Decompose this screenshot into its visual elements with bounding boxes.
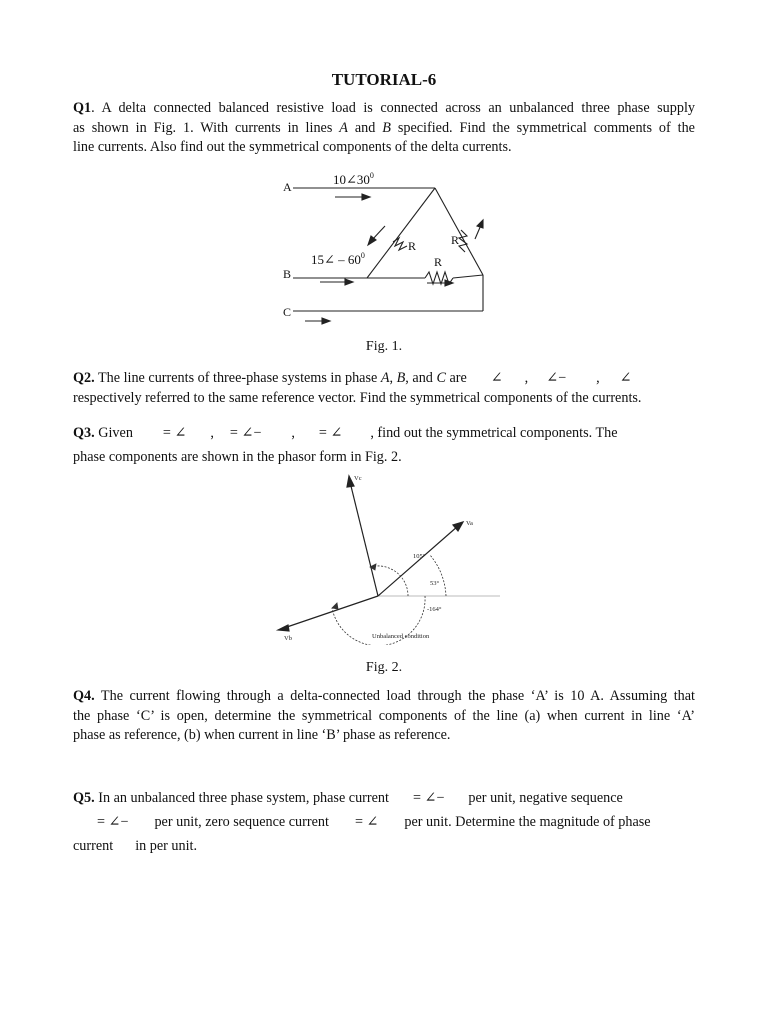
page-title: TUTORIAL-6 <box>331 70 437 89</box>
label-a: A <box>283 180 292 194</box>
q2-line-1: Q2. The line currents of three-phase systems in phase A, B, and C are ∠ , ∠− , ∠ <box>73 370 632 386</box>
q2-label: Q2. <box>73 370 95 386</box>
figure-2-phasor-diagram <box>270 470 510 645</box>
phasor-vc <box>350 482 378 596</box>
question-1 <box>73 99 695 158</box>
q4-line-2: the phase ‘C’ is open, determine the symmetrical components of the line (a) when current in line ‘A’ <box>73 707 695 724</box>
angle-53: 53° <box>430 580 440 587</box>
resistor-left-label: R <box>408 239 417 253</box>
phasor-vb <box>284 596 378 628</box>
angle-105: 105° <box>413 553 426 560</box>
question-4 <box>73 687 695 746</box>
figure-2-caption: Fig. 2. <box>365 660 403 675</box>
unbalanced-condition-label: Unbalanced condition <box>372 633 430 640</box>
figure-1-caption: Fig. 1. <box>365 339 403 354</box>
label-va: Va <box>466 520 473 527</box>
resistor-right-label: R <box>451 233 460 247</box>
q4-label: Q4. <box>73 688 95 704</box>
q1-line-1: Q1. A delta connected balanced resistive load is connected across an unbalanced three phase supply <box>73 100 695 116</box>
label-vc: Vc <box>354 475 362 482</box>
q5-label: Q5. <box>73 790 95 806</box>
resistor-bottom-label: R <box>434 255 443 269</box>
q5-line-1: Q5. In an unbalanced three phase system, phase current = ∠− per unit, negative sequence <box>73 790 623 806</box>
current-a-label: $10\angle 30^0$ <box>333 171 374 187</box>
q5-line-3: current in per unit. <box>73 838 198 854</box>
q3-label: Q3. <box>73 425 95 441</box>
label-vb: Vb <box>284 635 292 642</box>
label-c: C <box>283 305 292 319</box>
delta-left-side <box>367 188 435 278</box>
question-2 <box>73 369 695 408</box>
angle-164: -164° <box>427 606 442 613</box>
resistor-left <box>393 238 407 250</box>
question-5 <box>73 786 695 858</box>
delta-right-side <box>435 188 483 275</box>
current-b-label: 15∠ – $60^0$ <box>311 251 365 267</box>
q2-line-2: respectively referred to the same reference vector. Find the symmetrical components of the currents. <box>73 389 642 406</box>
arc-105 <box>370 566 408 596</box>
q5-line-2: = ∠− per unit, zero sequence current = ∠ per unit. Determine the magnitude of phase <box>97 814 651 830</box>
figure-1-circuit <box>275 168 505 328</box>
q3-line-1: Q3. Given = ∠ , = ∠− , = ∠ , find out the symmetrical components. The <box>73 425 618 441</box>
q3-line-2: phase components are shown in the phasor form in Fig. 2. <box>73 449 402 465</box>
phasor-va <box>378 526 458 596</box>
question-3 <box>73 421 695 469</box>
q4-line-3: phase as reference, (b) when current in line ‘B’ phase as reference. <box>73 727 451 743</box>
q1-label: Q1 <box>73 100 92 116</box>
label-b: B <box>283 267 292 281</box>
arc-53 <box>430 555 446 596</box>
q1-line-2: as shown in Fig. 1. With currents in lines A and B specified. Find the symmetrical comments of the <box>73 119 695 136</box>
q4-line-1: Q4. The current flowing through a delta-connected load through the phase ‘A’ is 10 A. Assuming that <box>73 688 695 704</box>
q1-line-3: line currents. Also find out the symmetrical components of the delta currents. <box>73 139 512 155</box>
